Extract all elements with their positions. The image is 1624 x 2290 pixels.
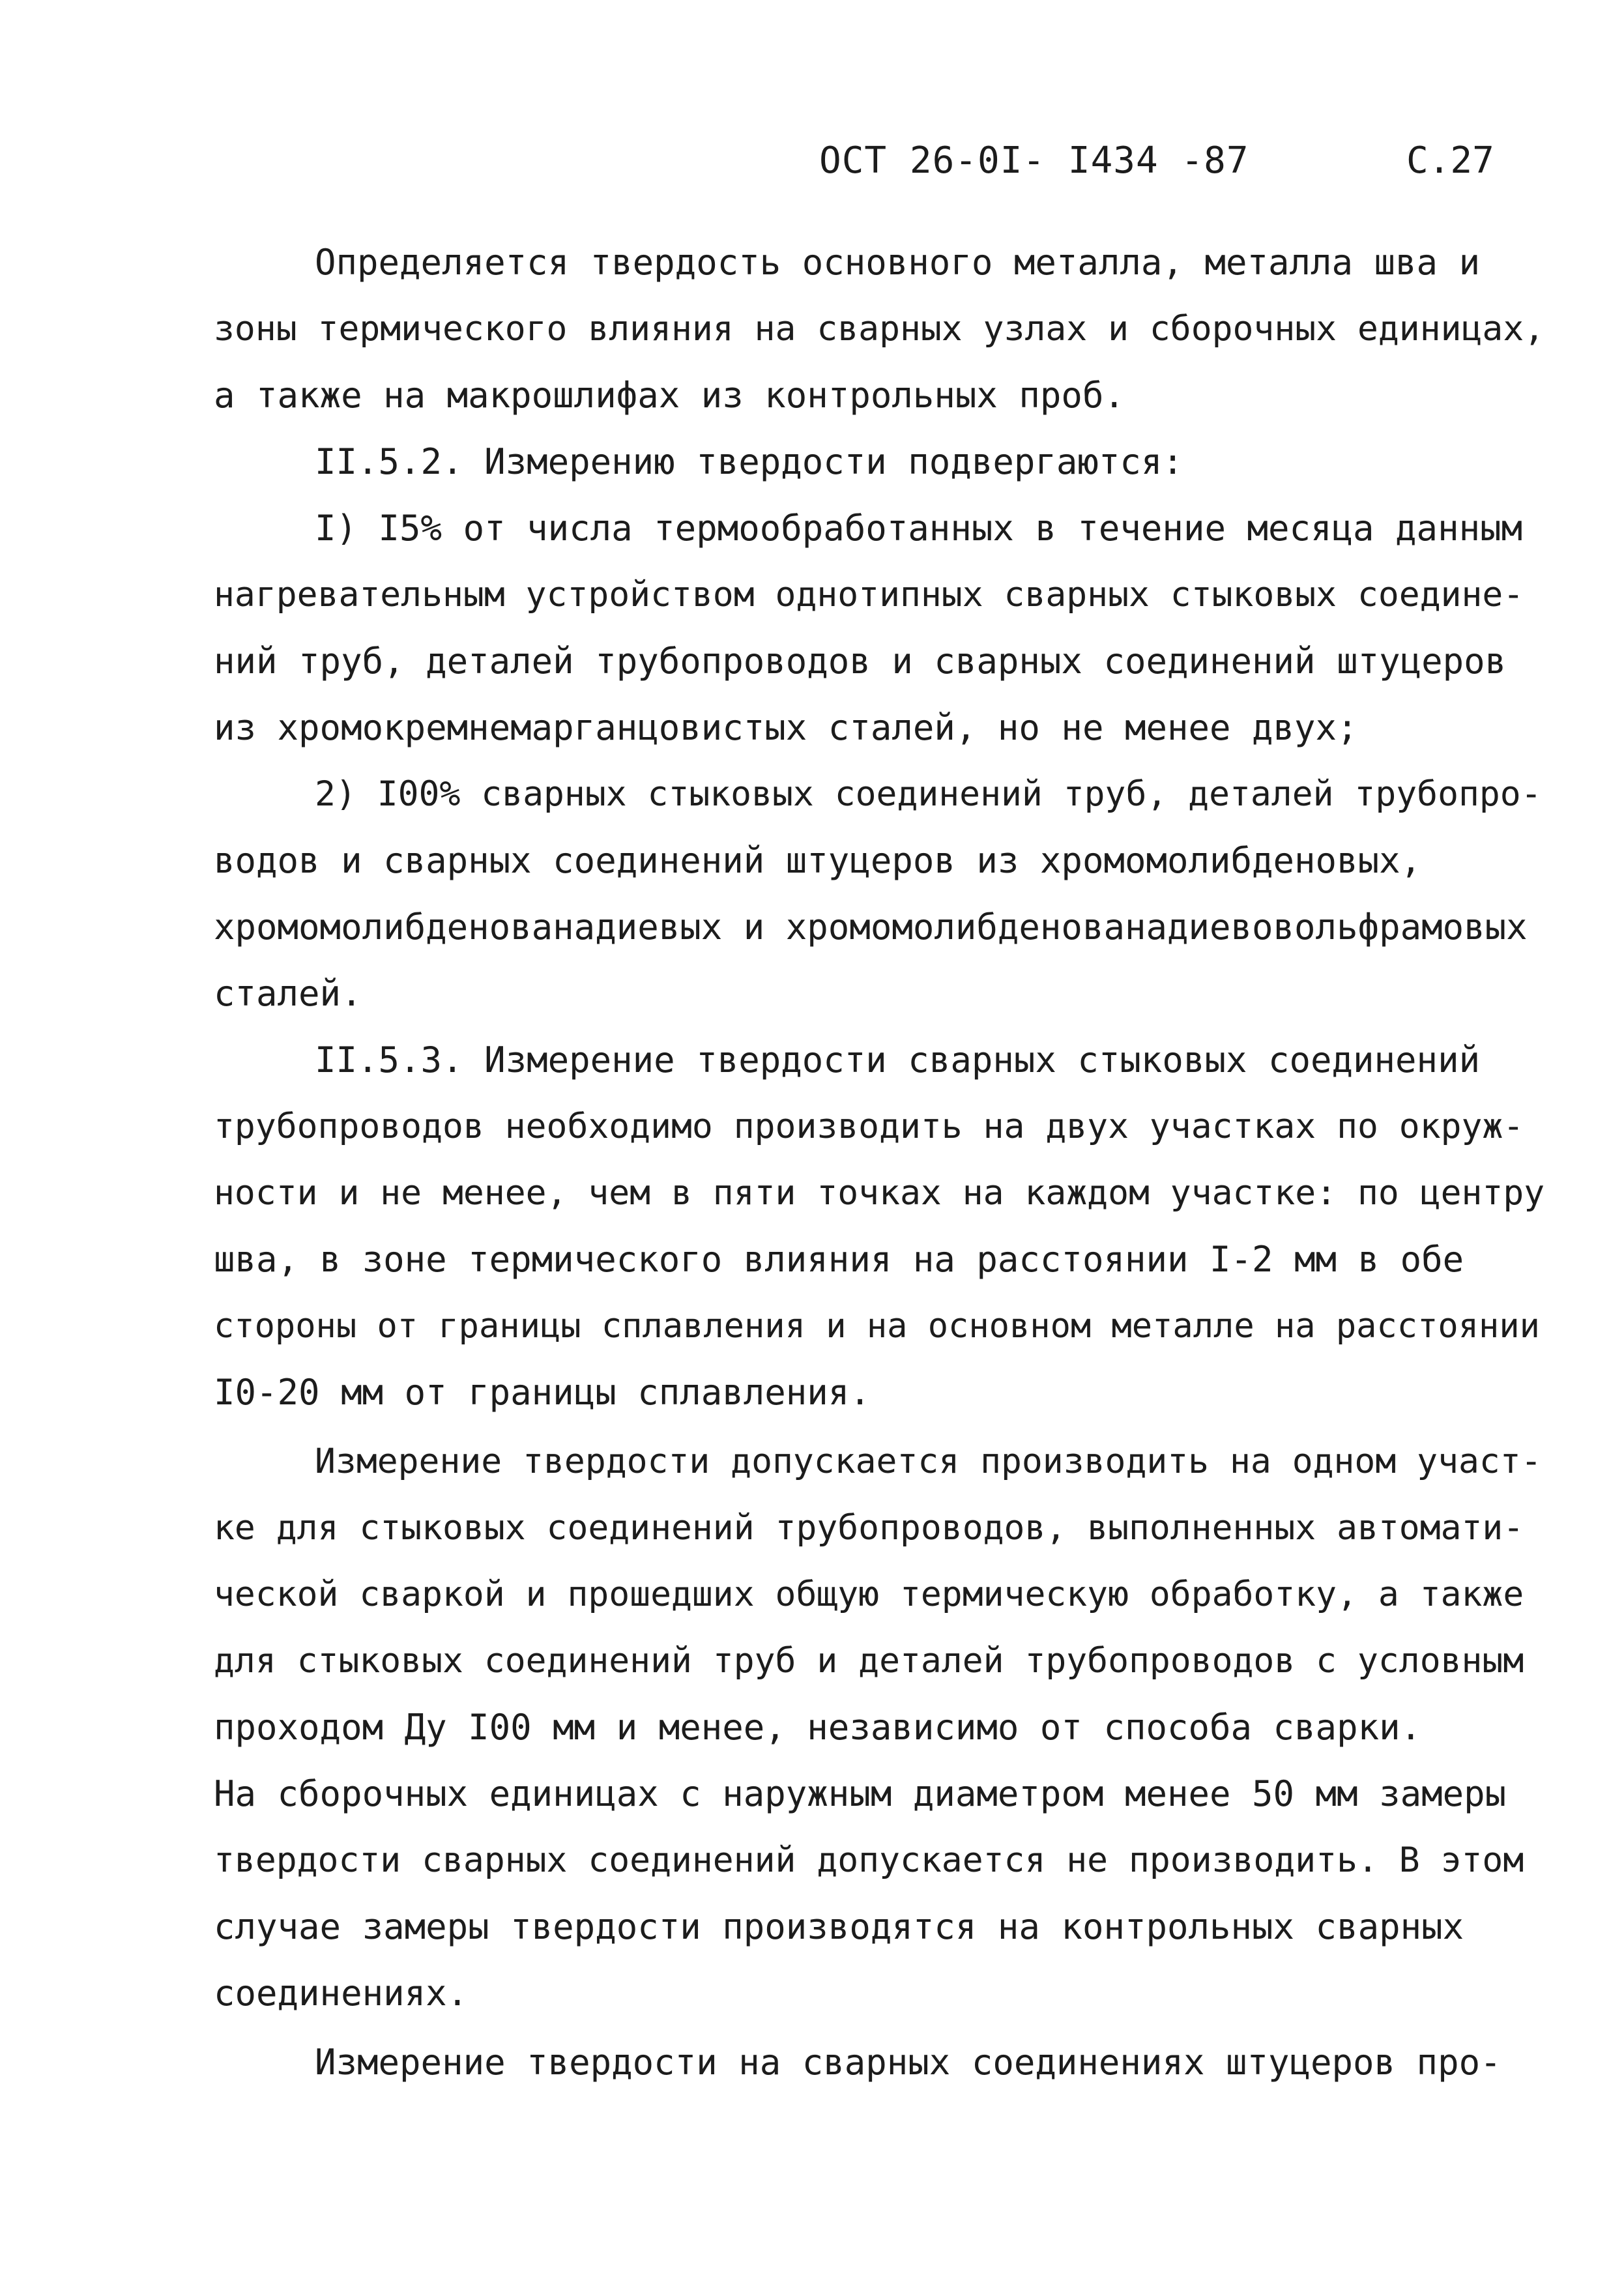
text-line: а также на макрошлифах из контрольных проб. bbox=[214, 375, 1125, 416]
text-line: шва, в зоне термического влияния на расстоянии I-2 мм в обе bbox=[214, 1239, 1464, 1280]
text-line: из хромокремнемарганцовистых сталей, но не менее двух; bbox=[214, 707, 1358, 748]
page-header bbox=[0, 138, 1624, 184]
text-line: ческой сваркой и прошедших общую термическую обработку, а также bbox=[214, 1574, 1524, 1614]
text-line: II.5.2. Измерению твердости подвергаются: bbox=[315, 441, 1183, 482]
text-line: На сборочных единицах с наружным диаметром менее 50 мм замеры bbox=[214, 1773, 1507, 1814]
text-line: проходом Ду I00 мм и менее, независимо от способа сварки. bbox=[214, 1707, 1422, 1748]
page-number: С.27 bbox=[1406, 139, 1494, 182]
text-line: случае замеры твердости производятся на контрольных сварных bbox=[214, 1906, 1464, 1947]
text-line: II.5.3. Измерение твердости сварных стыковых соединений bbox=[315, 1039, 1481, 1080]
text-line: ке для стыковых соединений трубопроводов, выполненных автомати- bbox=[214, 1508, 1524, 1548]
text-line: соединениях. bbox=[214, 1973, 469, 2014]
text-line: зоны термического влияния на сварных узлах и сборочных единицах, bbox=[214, 309, 1545, 349]
text-line: нагревательным устройством однотипных сварных стыковых соедине- bbox=[214, 575, 1524, 615]
text-line: трубопроводов необходимо производить на двух участках по окруж- bbox=[214, 1107, 1524, 1146]
text-line: I) I5% от числа термообработанных в течение месяца данным bbox=[315, 508, 1523, 549]
text-line: хромомолибденованадиевых и хромомолибденованадиевовольфрамовых bbox=[214, 906, 1528, 948]
text-line: сталей. bbox=[214, 973, 362, 1014]
text-line: Измерение твердости на сварных соединениях штуцеров про- bbox=[315, 2042, 1501, 2083]
text-line: стороны от границы сплавления и на основном металле на расстоянии bbox=[214, 1307, 1540, 1346]
text-line: Определяется твердость основного металла, металла шва и bbox=[315, 242, 1481, 283]
text-line: 2) I00% сварных стыковых соединений труб, деталей трубопро- bbox=[315, 774, 1542, 814]
text-line: твердости сварных соединений допускается не производить. В этом bbox=[214, 1840, 1524, 1880]
text-line: ний труб, деталей трубопроводов и сварных соединений штуцеров bbox=[214, 641, 1507, 682]
document-code: ОСТ 26-0I- I434 -87 bbox=[819, 139, 1249, 182]
text-line: Измерение твердости допускается производить на одном участ- bbox=[315, 1442, 1542, 1481]
text-line: ности и не менее, чем в пяти точках на каждом участке: по центру bbox=[214, 1173, 1545, 1213]
text-line: водов и сварных соединений штуцеров из хромомолибденовых, bbox=[214, 840, 1422, 881]
text-line: I0-20 мм от границы сплавления. bbox=[214, 1372, 871, 1413]
text-line: для стыковых соединений труб и деталей трубопроводов с условным bbox=[214, 1641, 1524, 1681]
